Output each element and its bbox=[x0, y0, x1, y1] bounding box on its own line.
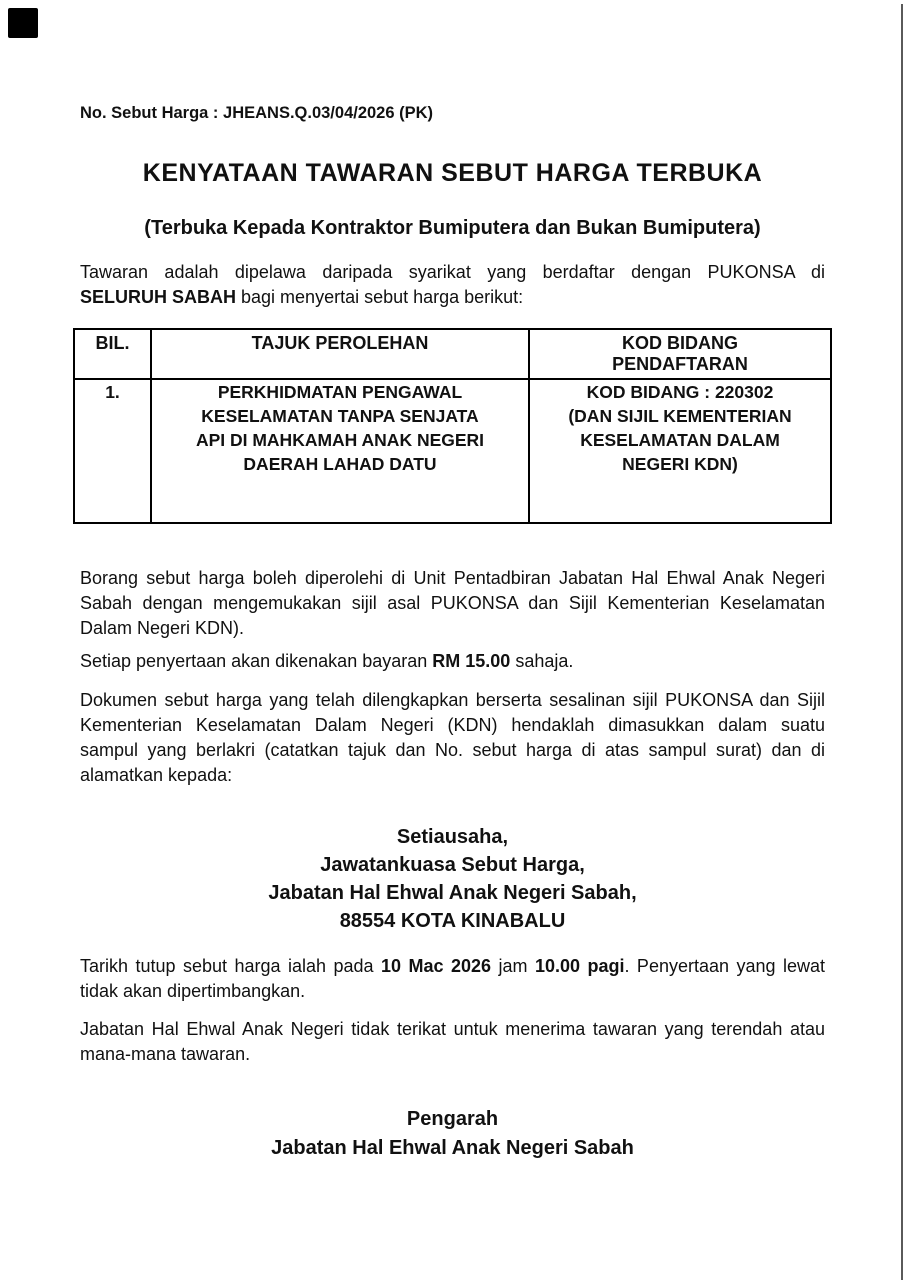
document-subtitle: (Terbuka Kepada Kontraktor Bumiputera dan Bukan Bumiputera) bbox=[144, 217, 761, 239]
header-cell-kod bbox=[529, 329, 831, 379]
table-header-row bbox=[74, 329, 831, 379]
fee-text-pre: Setiap penyertaan akan dikenakan bayaran bbox=[80, 651, 433, 671]
cell-kod-bidang bbox=[529, 379, 831, 523]
intro-line-2-rest: bagi menyertai sebut harga berikut: bbox=[236, 287, 524, 307]
intro-line-2 bbox=[80, 285, 825, 310]
table-row bbox=[74, 379, 831, 523]
dokumen-line-4: alamatkan kepada: bbox=[80, 765, 233, 785]
signature-title: Pengarah bbox=[406, 1108, 499, 1130]
address-line-4: 88554 KOTA KINABALU bbox=[339, 910, 566, 932]
closing-time: 10.00 pagi bbox=[534, 956, 625, 976]
closing-post: . Penyertaan yang lewat bbox=[624, 956, 825, 976]
address-block bbox=[0, 823, 905, 935]
borang-line-3: Dalam Negeri KDN). bbox=[80, 618, 245, 638]
closing-date: 10 Mac 2026 bbox=[381, 956, 492, 976]
cell-bil-number: 1. bbox=[74, 379, 151, 523]
borang-line-2: Sabah dengan mengemukakan sijil asal PUKONSA dan Sijil Kementerian Keselamatan bbox=[80, 593, 825, 613]
intro-paragraph bbox=[80, 260, 825, 310]
address-line-3: Jabatan Hal Ehwal Anak Negeri Sabah, bbox=[268, 882, 637, 904]
header-kod-line-2: PENDAFTARAN bbox=[612, 354, 748, 374]
fee-paragraph bbox=[80, 649, 825, 674]
address-line-1: Setiausaha, bbox=[396, 826, 509, 848]
quote-reference-number: No. Sebut Harga : JHEANS.Q.03/04/2026 (PK) bbox=[80, 104, 434, 122]
kod-line: (DAN SIJIL KEMENTERIAN bbox=[568, 406, 792, 426]
disclaimer-line-2: mana-mana tawaran. bbox=[80, 1044, 251, 1064]
disclaimer-line-1: Jabatan Hal Ehwal Anak Negeri tidak terikat untuk menerima tawaran yang terendah atau bbox=[80, 1019, 825, 1039]
header-cell-bil: BIL. bbox=[74, 329, 151, 379]
kod-line: KESELAMATAN DALAM bbox=[580, 430, 780, 450]
closing-mid: jam bbox=[491, 956, 535, 976]
tajuk-line: PERKHIDMATAN PENGAWAL bbox=[217, 382, 463, 402]
fee-text-post: sahaja. bbox=[510, 651, 574, 671]
dokumen-paragraph bbox=[80, 688, 825, 788]
header-kod-line-1: KOD BIDANG bbox=[622, 333, 738, 353]
intro-line-1: Tawaran adalah dipelawa daripada syarikat yang berdaftar dengan PUKONSA di bbox=[80, 262, 825, 282]
closing-date-paragraph bbox=[80, 954, 825, 1004]
signature-block bbox=[0, 1105, 905, 1163]
scan-corner-mark bbox=[8, 8, 38, 38]
borang-line-1: Borang sebut harga boleh diperolehi di Unit Pentadbiran Jabatan Hal Ehwal Anak Negeri bbox=[80, 568, 825, 588]
borang-paragraph bbox=[80, 566, 825, 641]
scan-edge-line bbox=[901, 4, 903, 1280]
tajuk-line: KESELAMATAN TANPA SENJATA bbox=[201, 406, 479, 426]
tajuk-line: API DI MAHKAMAH ANAK NEGERI bbox=[195, 430, 485, 450]
kod-line: NEGERI KDN) bbox=[622, 454, 738, 474]
address-line-2: Jawatankuasa Sebut Harga, bbox=[320, 854, 585, 876]
tajuk-line: DAERAH LAHAD DATU bbox=[243, 454, 437, 474]
quotation-table bbox=[73, 328, 832, 524]
disclaimer-paragraph bbox=[80, 1017, 825, 1067]
header-cell-tajuk: TAJUK PEROLEHAN bbox=[151, 329, 529, 379]
closing-pre: Tarikh tutup sebut harga ialah pada bbox=[80, 956, 381, 976]
fee-amount: RM 15.00 bbox=[432, 651, 511, 671]
dokumen-line-1: Dokumen sebut harga yang telah dilengkapkan berserta sesalinan sijil PUKONSA dan Sijil bbox=[80, 690, 825, 710]
closing-date-line-1 bbox=[80, 954, 825, 979]
document-title: KENYATAAN TAWARAN SEBUT HARGA TERBUKA bbox=[142, 159, 763, 187]
signature-department: Jabatan Hal Ehwal Anak Negeri Sabah bbox=[271, 1137, 634, 1159]
intro-bold-seluruh-sabah: SELURUH SABAH bbox=[80, 287, 237, 307]
dokumen-line-2: Kementerian Keselamatan Dalam Negeri (KDN) hendaklah dimasukkan dalam suatu bbox=[80, 715, 825, 735]
kod-line: KOD BIDANG : 220302 bbox=[586, 382, 774, 402]
cell-tajuk-perolehan bbox=[151, 379, 529, 523]
dokumen-line-3: sampul yang berlakri (catatkan tajuk dan No. sebut harga di atas sampul surat) dan di bbox=[80, 740, 825, 760]
closing-date-line-2: tidak akan dipertimbangkan. bbox=[80, 981, 306, 1001]
